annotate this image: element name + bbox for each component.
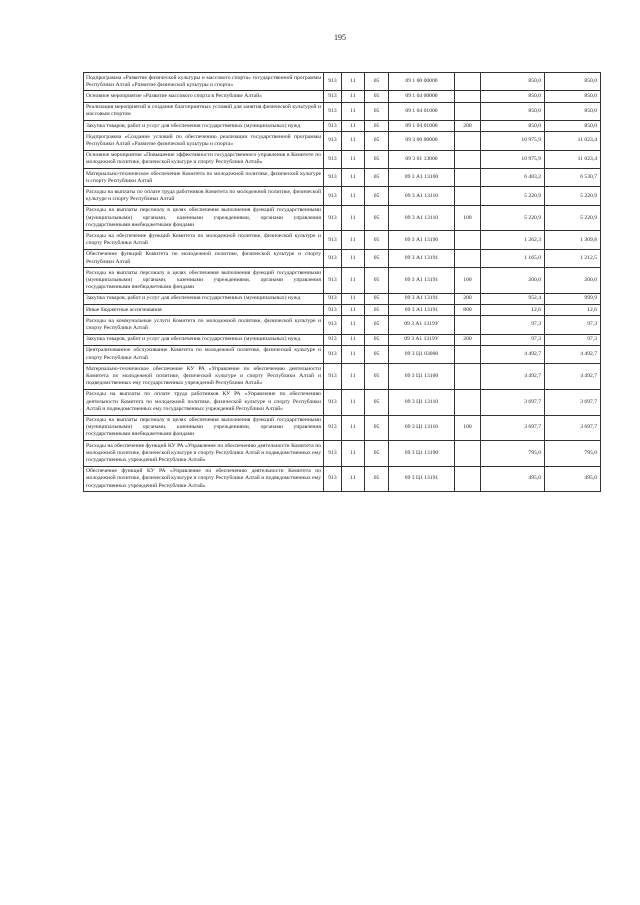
expense-type-cell bbox=[455, 466, 481, 492]
amount-year1-cell: 4 492,7 bbox=[481, 345, 545, 363]
expense-name-cell: Расходы на коммунальные услуги Комитета по молодежной политике, физической культуре и спорту Республики Алтай bbox=[84, 316, 324, 334]
table-row bbox=[84, 231, 601, 249]
table-row bbox=[84, 364, 601, 390]
expense-type-cell bbox=[455, 364, 481, 390]
section-code-cell: 11 bbox=[342, 334, 365, 345]
ministry-code-cell: 913 bbox=[324, 249, 342, 267]
expense-name-cell: Расходы на выплаты персоналу в целях обеспечения выполнения функций государственными (муниципальными) органами, казенными учреждениями, органами управления государственными внебюджетными фондами bbox=[84, 268, 324, 294]
expense-type-cell bbox=[455, 316, 481, 334]
table-row bbox=[84, 249, 601, 267]
budget-table-body bbox=[84, 73, 601, 492]
table-row bbox=[84, 132, 601, 150]
ministry-code-cell: 913 bbox=[324, 316, 342, 334]
table-row bbox=[84, 91, 601, 102]
subsection-code-cell: 05 bbox=[365, 316, 389, 334]
amount-year1-cell: 5 220,9 bbox=[481, 205, 545, 231]
expense-name-cell: Расходы на обеспечение функций Комитета по молодежной политике, физической культуре и спорту Республики Алтай bbox=[84, 231, 324, 249]
expense-type-cell: 200 bbox=[455, 334, 481, 345]
amount-year2-cell: 97,3 bbox=[545, 334, 601, 345]
amount-year1-cell: 850,0 bbox=[481, 121, 545, 132]
section-code-cell: 11 bbox=[342, 169, 365, 187]
ministry-code-cell: 913 bbox=[324, 102, 342, 120]
ministry-code-cell: 913 bbox=[324, 132, 342, 150]
amount-year2-cell: 3 697,7 bbox=[545, 415, 601, 441]
subsection-code-cell: 05 bbox=[365, 231, 389, 249]
target-article-cell: 09 3 А1 13191 bbox=[389, 293, 455, 304]
expense-type-cell: 800 bbox=[455, 305, 481, 316]
subsection-code-cell: 05 bbox=[365, 187, 389, 205]
section-code-cell: 11 bbox=[342, 231, 365, 249]
amount-year2-cell: 12,6 bbox=[545, 305, 601, 316]
target-article-cell: 09 3 А1 13191 bbox=[389, 268, 455, 294]
target-article-cell: 09 1 00 00000 bbox=[389, 73, 455, 91]
page-number: 195 bbox=[334, 33, 346, 42]
subsection-code-cell: 05 bbox=[365, 249, 389, 267]
subsection-code-cell: 05 bbox=[365, 169, 389, 187]
expense-type-cell bbox=[455, 169, 481, 187]
expense-name-cell: Подпрограмма «Создание условий по обеспечению реализации государственной программы Республики Алтай «Развитие физической культуры и спорта» bbox=[84, 132, 324, 150]
ministry-code-cell: 913 bbox=[324, 293, 342, 304]
expense-name-cell: Расходы на выплаты по оплате труда работников КУ РА «Управление по обеспечению деятельности Комитета по молодежной политике, физической культуре и спорту Республики Алтай и подведомственных ему государственных учреждений Республики Алтай» bbox=[84, 389, 324, 415]
ministry-code-cell: 913 bbox=[324, 205, 342, 231]
table-row bbox=[84, 205, 601, 231]
target-article-cell: 09 3 А1 1319У bbox=[389, 316, 455, 334]
section-code-cell: 11 bbox=[342, 150, 365, 168]
section-code-cell: 11 bbox=[342, 102, 365, 120]
budget-table bbox=[83, 72, 601, 492]
subsection-code-cell: 05 bbox=[365, 334, 389, 345]
expense-type-cell bbox=[455, 441, 481, 467]
table-row bbox=[84, 466, 601, 492]
subsection-code-cell: 05 bbox=[365, 466, 389, 492]
expense-name-cell: Расходы на выплаты персоналу в целях обеспечения выполнения функций государственными (муниципальными) органами, казенными учреждениями, органами управления государственными внебюджетными фондами bbox=[84, 415, 324, 441]
section-code-cell: 11 bbox=[342, 268, 365, 294]
subsection-code-cell: 05 bbox=[365, 441, 389, 467]
expense-type-cell bbox=[455, 187, 481, 205]
amount-year2-cell: 850,0 bbox=[545, 91, 601, 102]
section-code-cell: 11 bbox=[342, 205, 365, 231]
ministry-code-cell: 913 bbox=[324, 187, 342, 205]
ministry-code-cell: 913 bbox=[324, 150, 342, 168]
amount-year1-cell: 4 492,7 bbox=[481, 364, 545, 390]
ministry-code-cell: 913 bbox=[324, 169, 342, 187]
subsection-code-cell: 05 bbox=[365, 268, 389, 294]
amount-year2-cell: 3 697,7 bbox=[545, 389, 601, 415]
target-article-cell: 09 3 Ц1 13100 bbox=[389, 364, 455, 390]
ministry-code-cell: 913 bbox=[324, 305, 342, 316]
expense-name-cell: Обеспечение функций КУ РА «Управление по обеспечению деятельности Комитета по молодежной политике, физической культуре и спорту Республики Алтай и подведомственных ему государственных учреждений Республики Алтай» bbox=[84, 466, 324, 492]
section-code-cell: 11 bbox=[342, 389, 365, 415]
ministry-code-cell: 913 bbox=[324, 345, 342, 363]
amount-year1-cell: 5 220,9 bbox=[481, 187, 545, 205]
amount-year1-cell: 952,4 bbox=[481, 293, 545, 304]
table-row bbox=[84, 415, 601, 441]
amount-year1-cell: 200,0 bbox=[481, 268, 545, 294]
target-article-cell: 09 3 Ц1 13190 bbox=[389, 441, 455, 467]
amount-year2-cell: 850,0 bbox=[545, 73, 601, 91]
amount-year2-cell: 850,0 bbox=[545, 121, 601, 132]
table-row bbox=[84, 102, 601, 120]
amount-year2-cell: 495,0 bbox=[545, 466, 601, 492]
section-code-cell: 11 bbox=[342, 364, 365, 390]
target-article-cell: 09 3 А1 13100 bbox=[389, 169, 455, 187]
subsection-code-cell: 05 bbox=[365, 345, 389, 363]
table-row bbox=[84, 268, 601, 294]
table-row bbox=[84, 345, 601, 363]
table-row bbox=[84, 305, 601, 316]
table-row bbox=[84, 316, 601, 334]
ministry-code-cell: 913 bbox=[324, 334, 342, 345]
amount-year1-cell: 10 975,9 bbox=[481, 150, 545, 168]
table-row bbox=[84, 389, 601, 415]
amount-year2-cell: 97,3 bbox=[545, 316, 601, 334]
ministry-code-cell: 913 bbox=[324, 268, 342, 294]
expense-name-cell: Закупка товаров, работ и услуг для обеспечения государственных (муниципальных) нужд bbox=[84, 293, 324, 304]
expense-name-cell: Основное мероприятие «Повышение эффективности государственного управления в Комитете по молодежной политике, физической культуре и спорту Республики Алтай» bbox=[84, 150, 324, 168]
target-article-cell: 09 3 Ц1 03000 bbox=[389, 345, 455, 363]
table-row bbox=[84, 169, 601, 187]
target-article-cell: 09 1 04 01000 bbox=[389, 121, 455, 132]
section-code-cell: 11 bbox=[342, 91, 365, 102]
subsection-code-cell: 05 bbox=[365, 102, 389, 120]
expense-type-cell bbox=[455, 150, 481, 168]
expense-name-cell: Закупка товаров, работ и услуг для обеспечения государственных (муниципальных) нужд bbox=[84, 121, 324, 132]
ministry-code-cell: 913 bbox=[324, 466, 342, 492]
expense-type-cell bbox=[455, 345, 481, 363]
expense-type-cell: 200 bbox=[455, 293, 481, 304]
section-code-cell: 11 bbox=[342, 293, 365, 304]
subsection-code-cell: 05 bbox=[365, 73, 389, 91]
expense-name-cell: Централизованное обслуживание Комитета по молодежной политике, физической культуре и спорту Республики Алтай bbox=[84, 345, 324, 363]
expense-type-cell bbox=[455, 249, 481, 267]
subsection-code-cell: 05 bbox=[365, 91, 389, 102]
ministry-code-cell: 913 bbox=[324, 389, 342, 415]
target-article-cell: 09 3 00 00000 bbox=[389, 132, 455, 150]
target-article-cell: 09 3 А1 1319У bbox=[389, 334, 455, 345]
expense-name-cell: Подпрограмма «Развитие физической культуры и массового спорта» государственной программы Республики Алтай «Развитие физической культуры и спорта» bbox=[84, 73, 324, 91]
expense-type-cell bbox=[455, 73, 481, 91]
subsection-code-cell: 05 bbox=[365, 121, 389, 132]
expense-name-cell: Основное мероприятие «Развитие массового спорта в Республике Алтай» bbox=[84, 91, 324, 102]
amount-year1-cell: 6 483,2 bbox=[481, 169, 545, 187]
expense-type-cell bbox=[455, 91, 481, 102]
expense-name-cell: Иные бюджетные ассигнования bbox=[84, 305, 324, 316]
target-article-cell: 09 1 04 01000 bbox=[389, 102, 455, 120]
amount-year2-cell: 1 309,8 bbox=[545, 231, 601, 249]
amount-year2-cell: 999,9 bbox=[545, 293, 601, 304]
target-article-cell: 09 3 01 13000 bbox=[389, 150, 455, 168]
table-row bbox=[84, 334, 601, 345]
ministry-code-cell: 913 bbox=[324, 121, 342, 132]
section-code-cell: 11 bbox=[342, 249, 365, 267]
ministry-code-cell: 913 bbox=[324, 231, 342, 249]
amount-year1-cell: 10 975,9 bbox=[481, 132, 545, 150]
expense-type-cell bbox=[455, 102, 481, 120]
amount-year2-cell: 5 220,9 bbox=[545, 205, 601, 231]
amount-year1-cell: 795,0 bbox=[481, 441, 545, 467]
expense-name-cell: Материально-техническое обеспечение Комитета по молодежной политике, физической культуре и спорту Республики Алтай bbox=[84, 169, 324, 187]
section-code-cell: 11 bbox=[342, 316, 365, 334]
amount-year2-cell: 795,0 bbox=[545, 441, 601, 467]
amount-year1-cell: 1 262,3 bbox=[481, 231, 545, 249]
subsection-code-cell: 05 bbox=[365, 150, 389, 168]
expense-name-cell: Реализация мероприятий и создание благоприятных условий для занятия физической культурой и массовым спортом bbox=[84, 102, 324, 120]
section-code-cell: 11 bbox=[342, 466, 365, 492]
table-row bbox=[84, 121, 601, 132]
target-article-cell: 09 3 Ц1 13110 bbox=[389, 389, 455, 415]
amount-year1-cell: 12,6 bbox=[481, 305, 545, 316]
expense-name-cell: Расходы на выплаты персоналу в целях обеспечения выполнения функций государственными (муниципальными) органами, казенными учреждениями, органами управления государственными внебюджетными фондами bbox=[84, 205, 324, 231]
expense-type-cell: 100 bbox=[455, 205, 481, 231]
amount-year2-cell: 850,0 bbox=[545, 102, 601, 120]
target-article-cell: 09 3 А1 13110 bbox=[389, 187, 455, 205]
section-code-cell: 11 bbox=[342, 305, 365, 316]
section-code-cell: 11 bbox=[342, 187, 365, 205]
expense-name-cell: Материально-техническое обеспечение КУ РА «Управление по обеспечению деятельности Комитета по молодежной политике, физической культуре и спорту Республики Алтай и подведомственных ему государственных учреждений Республики Алтай» bbox=[84, 364, 324, 390]
expense-type-cell: 100 bbox=[455, 268, 481, 294]
target-article-cell: 09 3 А1 13191 bbox=[389, 305, 455, 316]
table-row bbox=[84, 187, 601, 205]
subsection-code-cell: 05 bbox=[365, 415, 389, 441]
target-article-cell: 09 1 04 00000 bbox=[389, 91, 455, 102]
amount-year2-cell: 1 212,5 bbox=[545, 249, 601, 267]
section-code-cell: 11 bbox=[342, 415, 365, 441]
target-article-cell: 09 3 Ц1 13110 bbox=[389, 415, 455, 441]
amount-year2-cell: 200,0 bbox=[545, 268, 601, 294]
subsection-code-cell: 05 bbox=[365, 305, 389, 316]
amount-year1-cell: 495,0 bbox=[481, 466, 545, 492]
target-article-cell: 09 3 А1 13110 bbox=[389, 205, 455, 231]
table-row bbox=[84, 293, 601, 304]
expense-name-cell: Закупка товаров, работ и услуг для обеспечения государственных (муниципальных) нужд bbox=[84, 334, 324, 345]
target-article-cell: 09 3 А1 13191 bbox=[389, 249, 455, 267]
subsection-code-cell: 05 bbox=[365, 293, 389, 304]
amount-year1-cell: 97,3 bbox=[481, 334, 545, 345]
section-code-cell: 11 bbox=[342, 73, 365, 91]
amount-year1-cell: 850,0 bbox=[481, 73, 545, 91]
amount-year2-cell: 4 492,7 bbox=[545, 345, 601, 363]
target-article-cell: 09 3 Ц1 13191 bbox=[389, 466, 455, 492]
expense-type-cell bbox=[455, 389, 481, 415]
amount-year2-cell: 6 530,7 bbox=[545, 169, 601, 187]
table-row bbox=[84, 441, 601, 467]
expense-name-cell: Расходы на выплаты по оплате труда работников Комитета по молодежной политике, физической культуре и спорту Республики Алтай bbox=[84, 187, 324, 205]
section-code-cell: 11 bbox=[342, 441, 365, 467]
table-row bbox=[84, 150, 601, 168]
ministry-code-cell: 913 bbox=[324, 441, 342, 467]
expense-type-cell: 100 bbox=[455, 415, 481, 441]
expense-name-cell: Обеспечение функций Комитета по молодежной политике, физической культуре и спорту Республики Алтай bbox=[84, 249, 324, 267]
table-row bbox=[84, 73, 601, 91]
section-code-cell: 11 bbox=[342, 132, 365, 150]
amount-year1-cell: 97,3 bbox=[481, 316, 545, 334]
ministry-code-cell: 913 bbox=[324, 415, 342, 441]
expense-type-cell: 200 bbox=[455, 121, 481, 132]
amount-year2-cell: 11 023,4 bbox=[545, 150, 601, 168]
subsection-code-cell: 05 bbox=[365, 205, 389, 231]
subsection-code-cell: 05 bbox=[365, 132, 389, 150]
expense-type-cell bbox=[455, 231, 481, 249]
expense-type-cell bbox=[455, 132, 481, 150]
section-code-cell: 11 bbox=[342, 345, 365, 363]
amount-year2-cell: 5 220,9 bbox=[545, 187, 601, 205]
amount-year1-cell: 3 697,7 bbox=[481, 389, 545, 415]
amount-year1-cell: 850,0 bbox=[481, 91, 545, 102]
ministry-code-cell: 913 bbox=[324, 91, 342, 102]
amount-year1-cell: 3 697,7 bbox=[481, 415, 545, 441]
amount-year1-cell: 850,0 bbox=[481, 102, 545, 120]
ministry-code-cell: 913 bbox=[324, 73, 342, 91]
expense-name-cell: Расходы на обеспечение функций КУ РА «Управление по обеспечению деятельности Комитета по молодежной политике, физической культуре и спорту Республики Алтай и подведомственных ему государственных учреждений Республики Алтай» bbox=[84, 441, 324, 467]
amount-year2-cell: 11 023,4 bbox=[545, 132, 601, 150]
amount-year1-cell: 1 165,0 bbox=[481, 249, 545, 267]
target-article-cell: 09 3 А1 13190 bbox=[389, 231, 455, 249]
amount-year2-cell: 4 492,7 bbox=[545, 364, 601, 390]
ministry-code-cell: 913 bbox=[324, 364, 342, 390]
section-code-cell: 11 bbox=[342, 121, 365, 132]
subsection-code-cell: 05 bbox=[365, 389, 389, 415]
subsection-code-cell: 05 bbox=[365, 364, 389, 390]
